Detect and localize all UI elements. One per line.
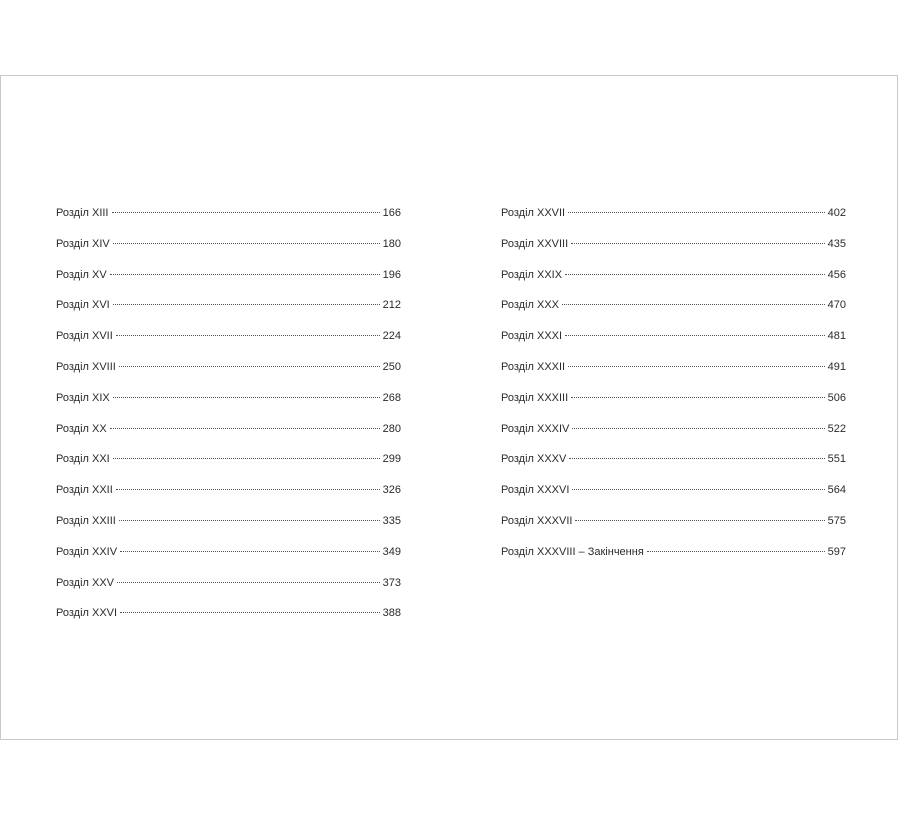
toc-entry-label: Розділ XV	[56, 268, 107, 281]
toc-entry-label: Розділ XIII	[56, 207, 109, 219]
toc-entry-page: 373	[382, 576, 401, 589]
dot-leader	[117, 582, 380, 583]
toc-list-left	[56, 206, 401, 637]
toc-entry-label: Розділ XXVI	[56, 607, 118, 620]
toc-entry-label: Розділ XXI	[56, 453, 110, 466]
toc-entry-label: Розділ XX	[56, 422, 107, 435]
dot-leader	[562, 304, 825, 305]
toc-entry-label: Розділ XVI	[56, 299, 110, 312]
toc-entry-label: Розділ XXVIII	[501, 237, 569, 250]
toc-entry	[56, 329, 401, 360]
toc-entry	[56, 452, 401, 483]
toc-entry-label: Розділ XIX	[56, 391, 110, 404]
toc-entry	[56, 298, 401, 329]
dot-leader	[113, 243, 380, 244]
toc-entry	[56, 514, 401, 545]
toc-entry-page: 491	[827, 360, 846, 373]
toc-entry-page: 551	[827, 453, 846, 466]
toc-entry	[56, 206, 401, 237]
toc-entry-label: Розділ XXXIV	[501, 422, 570, 435]
toc-entry	[56, 483, 401, 514]
toc-entry-label: Розділ XXXVIII – Закінчення	[501, 545, 644, 558]
dot-leader	[572, 489, 824, 490]
dot-leader	[119, 366, 380, 367]
dot-leader	[113, 304, 380, 305]
toc-entry	[56, 268, 401, 299]
toc-entry	[501, 268, 846, 299]
toc-entry-page: 597	[827, 545, 846, 558]
dot-leader	[569, 458, 824, 459]
toc-entry-label: Розділ XXXV	[501, 453, 567, 466]
toc-entry	[56, 606, 401, 637]
toc-entry-page: 349	[382, 545, 401, 558]
dot-leader	[119, 520, 380, 521]
toc-entry	[56, 237, 401, 268]
toc-entry-label: Розділ XXVII	[501, 207, 566, 219]
toc-entry	[501, 452, 846, 483]
toc-entry-label: Розділ XXXVI	[501, 484, 570, 497]
dot-leader	[116, 335, 380, 336]
toc-entry	[56, 360, 401, 391]
toc-entry-page: 564	[827, 484, 846, 497]
toc-entry-label: Розділ XXXII	[501, 360, 566, 373]
toc-entry-label: Розділ XVIII	[56, 360, 116, 373]
toc-entry-page: 180	[382, 237, 401, 250]
dot-leader	[116, 489, 380, 490]
toc-entry-page: 224	[382, 330, 401, 343]
toc-entry-page: 388	[382, 607, 401, 620]
dot-leader	[571, 243, 824, 244]
toc-entry-label: Розділ XXIII	[56, 514, 116, 527]
toc-entry-page: 522	[827, 422, 846, 435]
toc-entry	[501, 237, 846, 268]
toc-entry-page: 268	[382, 391, 401, 404]
dot-leader	[568, 212, 825, 213]
dot-leader	[120, 612, 380, 613]
toc-entry	[56, 422, 401, 453]
dot-leader	[120, 551, 380, 552]
toc-entry-label: Розділ XXV	[56, 576, 114, 589]
toc-entry	[501, 422, 846, 453]
toc-entry-page: 166	[382, 207, 401, 219]
dot-leader	[113, 458, 380, 459]
toc-entry-label: Розділ XXXI	[501, 330, 563, 343]
toc-entry-label: Розділ XXIX	[501, 268, 563, 281]
toc-entry	[501, 329, 846, 360]
toc-entry	[501, 483, 846, 514]
dot-leader	[572, 428, 824, 429]
toc-entry-page: 250	[382, 360, 401, 373]
toc-entry	[501, 391, 846, 422]
toc-entry-label: Розділ XXII	[56, 484, 113, 497]
toc-entry	[501, 298, 846, 329]
dot-leader	[565, 274, 825, 275]
toc-entry	[501, 360, 846, 391]
toc-entry-page: 470	[827, 299, 846, 312]
toc-list-right	[501, 206, 846, 576]
dot-leader	[110, 274, 380, 275]
toc-entry	[501, 545, 846, 576]
toc-entry-page: 435	[827, 237, 846, 250]
dot-leader	[647, 551, 825, 552]
toc-entry-label: Розділ XXXVII	[501, 514, 573, 527]
toc-entry-page: 280	[382, 422, 401, 435]
toc-entry	[56, 545, 401, 576]
toc-entry-page: 299	[382, 453, 401, 466]
toc-entry-label: Розділ XVII	[56, 330, 113, 343]
toc-entry-page: 456	[827, 268, 846, 281]
dot-leader	[112, 212, 380, 213]
toc-entry-page: 506	[827, 391, 846, 404]
toc-entry-page: 326	[382, 484, 401, 497]
toc-entry-page: 196	[382, 268, 401, 281]
toc-entry-label: Розділ XXIV	[56, 545, 118, 558]
dot-leader	[110, 428, 380, 429]
toc-entry-page: 335	[382, 514, 401, 527]
dot-leader	[575, 520, 824, 521]
toc-entry-page: 575	[827, 514, 846, 527]
toc-entry	[501, 514, 846, 545]
toc-entry-page: 481	[827, 330, 846, 343]
dot-leader	[113, 397, 380, 398]
toc-entry-page: 212	[382, 299, 401, 312]
left-page	[1, 76, 450, 739]
toc-entry-page: 402	[827, 207, 846, 219]
toc-entry	[56, 391, 401, 422]
toc-entry-label: Розділ XXX	[501, 299, 559, 312]
toc-entry	[56, 576, 401, 607]
book-spread	[0, 75, 898, 740]
dot-leader	[565, 335, 825, 336]
dot-leader	[571, 397, 824, 398]
right-page	[450, 76, 899, 739]
toc-entry-label: Розділ XIV	[56, 237, 110, 250]
dot-leader	[568, 366, 825, 367]
toc-entry	[501, 206, 846, 237]
toc-entry-label: Розділ XXXIII	[501, 391, 569, 404]
